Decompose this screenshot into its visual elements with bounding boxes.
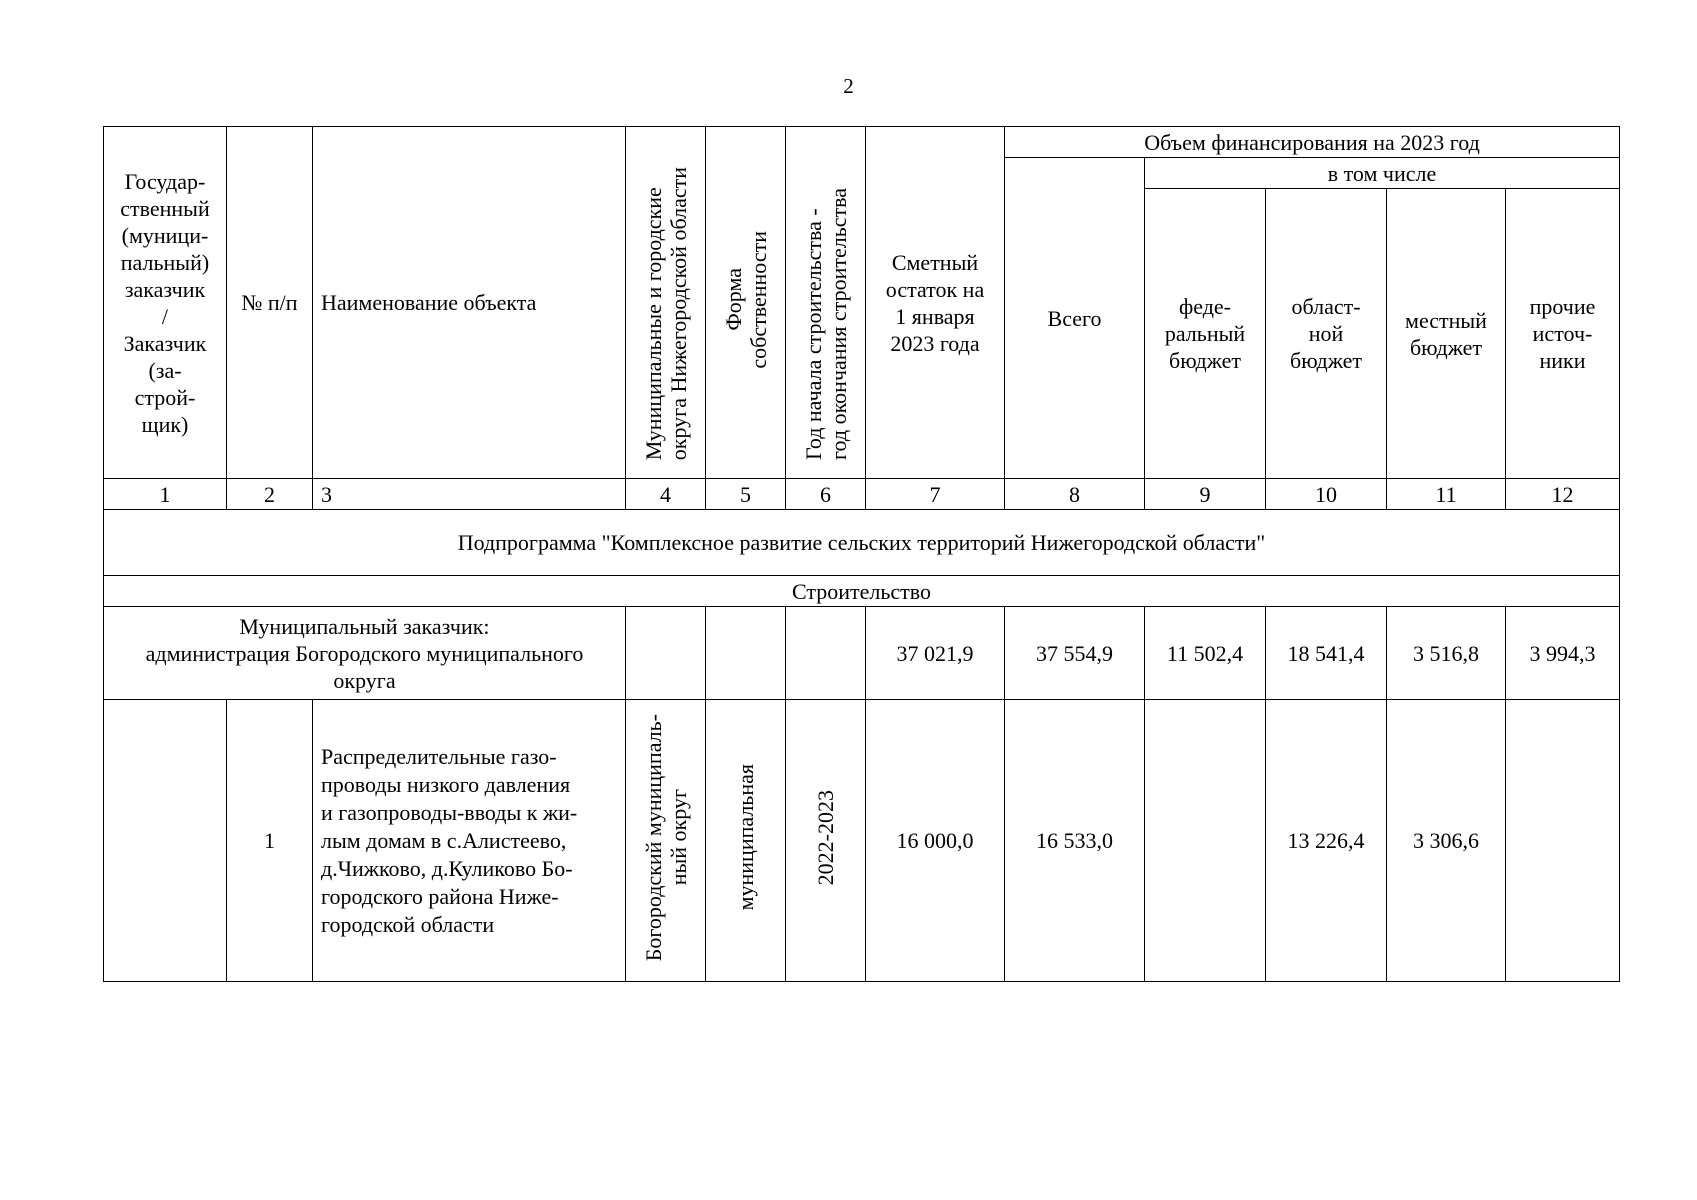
table-row [104,700,1620,982]
customer-local: 3 516,8 [1387,607,1506,700]
column-number: 1 [104,479,227,510]
header-name [313,127,626,479]
row-municipality-cell [626,700,706,982]
column-number: 6 [786,479,866,510]
header-estimate-label: Сметный остаток на 1 января 2023 года [885,249,985,356]
header-funding-group [1005,127,1620,158]
column-numbers-row [104,479,1620,510]
header-local [1387,189,1506,479]
header-funding-group-label: Объем финансирования на 2023 год [1144,129,1480,155]
customer-estimate: 37 021,9 [866,607,1005,700]
header-other [1506,189,1620,479]
row-years-cell [786,700,866,982]
customer-regional: 18 541,4 [1266,607,1387,700]
customer-ownership [706,607,786,700]
header-years-label: Год начала строительства - год окончания строительства [800,188,851,460]
header-total-label: Всего [1047,305,1102,331]
customer-federal: 11 502,4 [1145,607,1266,700]
header-other-label: прочие источ- ники [1529,294,1596,373]
customer-label: Муниципальный заказчик: администрация Богородского муниципального округа [145,613,584,693]
header-including-label: в том числе [1327,160,1437,186]
row-other [1506,700,1620,982]
column-number: 2 [227,479,313,510]
row-estimate: 16 000,0 [866,700,1005,982]
header-years [786,127,866,479]
subprogram-title: Подпрограмма "Комплексное развитие сельских территорий Нижегородской области" [104,510,1620,576]
section-row [104,576,1620,607]
header-municipality-label: Муниципальные и городские округа Нижегородской области [640,166,691,460]
section-title: Строительство [104,576,1620,607]
header-regional-label: област- ной бюджет [1290,294,1362,373]
row-name: Распределительные газо- проводы низкого давления и газопроводы-вводы к жи- лым домам в с.Алистеево, д.Чижково, д.Куликово Бо- городского района Ниже- городской области [321,743,578,937]
column-number: 5 [706,479,786,510]
row-ownership: муниципальная [733,764,758,911]
row-years: 2022-2023 [813,789,838,886]
header-num [227,127,313,479]
header-local-label: местный бюджет [1405,307,1487,360]
row-name-cell [313,700,626,982]
header-total [1005,158,1145,479]
header-federal-label: феде- ральный бюджет [1164,294,1246,373]
column-number: 8 [1005,479,1145,510]
header-ownership [706,127,786,479]
subprogram-row [104,510,1620,576]
row-num: 1 [227,700,313,982]
column-number: 9 [1145,479,1266,510]
customer-row [104,607,1620,700]
column-number: 4 [626,479,706,510]
customer-years [786,607,866,700]
header-including [1145,158,1620,189]
customer-label-cell [104,607,626,700]
column-number: 10 [1266,479,1387,510]
header-row-1 [104,127,1620,158]
header-regional [1266,189,1387,479]
header-customer [104,127,227,479]
header-customer-label: Государ- ственный (муници- пальный) заказчик / Заказчик (за- строй- щик) [120,168,210,437]
row-local: 3 306,6 [1387,700,1506,982]
header-federal [1145,189,1266,479]
header-num-label: № п/п [241,290,298,315]
column-number: 7 [866,479,1005,510]
column-number: 12 [1506,479,1620,510]
financing-table [103,126,1620,982]
customer-other: 3 994,3 [1506,607,1620,700]
row-federal [1145,700,1266,982]
row-customer [104,700,227,982]
customer-municipality [626,607,706,700]
customer-total: 37 554,9 [1005,607,1145,700]
header-ownership-label: Форма собственности [720,230,771,369]
row-ownership-cell [706,700,786,982]
row-total: 16 533,0 [1005,700,1145,982]
header-municipality [626,127,706,479]
header-estimate [866,127,1005,479]
header-name-label: Наименование объекта [321,290,537,315]
column-number: 11 [1387,479,1506,510]
page-number: 2 [843,74,854,98]
column-number: 3 [313,479,626,510]
row-regional: 13 226,4 [1266,700,1387,982]
row-municipality: Богородский муниципаль- ный округ [640,713,691,962]
